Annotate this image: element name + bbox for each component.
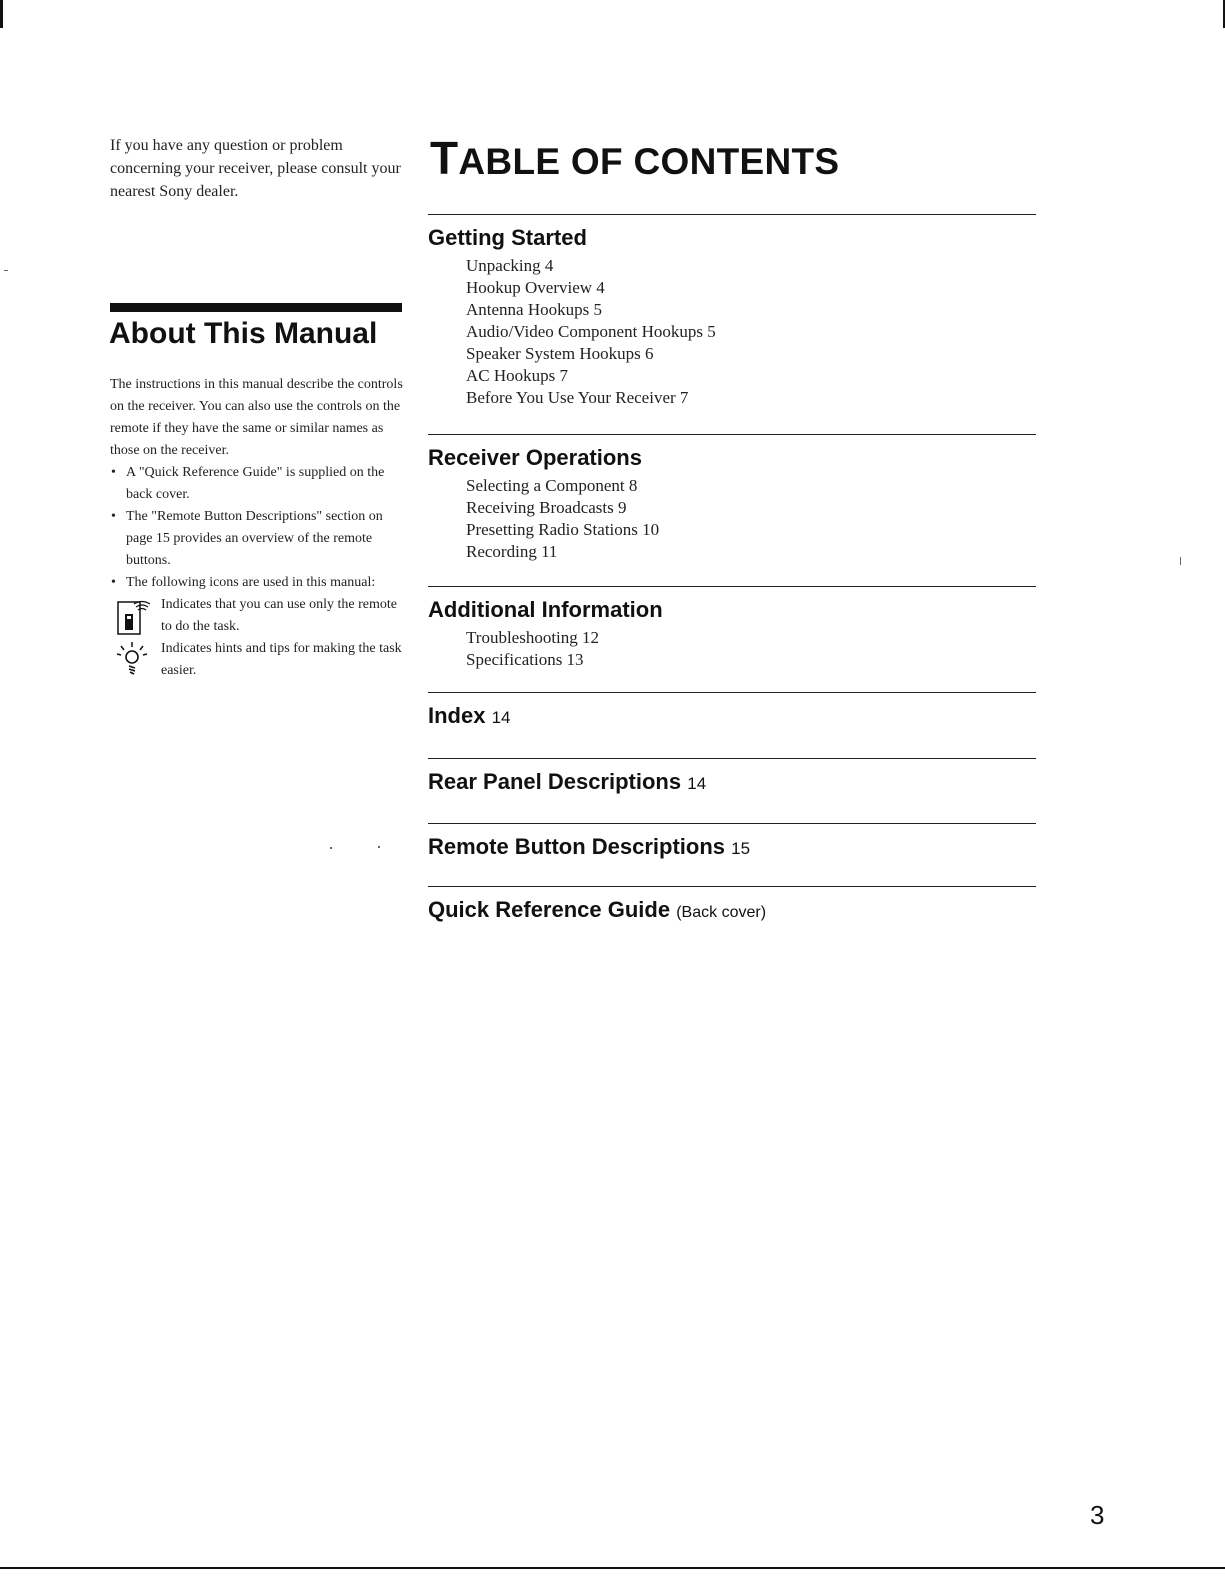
tips-icon-description: Indicates hints and tips for making the task easier. <box>161 641 402 678</box>
toc-item-list <box>428 627 1036 671</box>
section-rule <box>428 692 1036 693</box>
toc-item: Recording 11 <box>466 542 558 561</box>
about-bullet-list <box>110 462 410 594</box>
toc-item: Antenna Hookups 5 <box>466 300 602 319</box>
scan-speck <box>378 846 380 848</box>
toc-item: Specifications 13 <box>466 650 584 669</box>
toc-heading-text: Index <box>428 703 486 728</box>
toc-section-index <box>428 692 1036 735</box>
remote-icon <box>116 596 152 638</box>
toc-heading-text: Rear Panel Descriptions <box>428 769 682 794</box>
toc-item: AC Hookups 7 <box>466 366 569 385</box>
toc-heading-text: Quick Reference Guide <box>428 897 671 922</box>
toc-section-getting-started <box>428 214 1036 409</box>
section-rule <box>428 214 1036 215</box>
icon-legend-tips <box>110 638 410 682</box>
toc-title <box>430 133 839 187</box>
crop-mark-left <box>0 0 3 28</box>
section-rule <box>428 434 1036 435</box>
toc-item: Selecting a Component 8 <box>466 476 638 495</box>
section-rule <box>428 823 1036 824</box>
toc-item: Presetting Radio Stations 10 <box>466 520 660 539</box>
toc-item: Before You Use Your Receiver 7 <box>466 388 689 407</box>
about-manual-title: About This Manual <box>109 317 378 350</box>
toc-heading <box>428 895 1036 928</box>
scan-speck <box>330 847 332 849</box>
toc-note: (Back cover) <box>676 904 767 921</box>
toc-heading: Receiver Operations <box>428 445 642 470</box>
toc-item-list <box>428 255 1036 409</box>
page-bottom-edge <box>0 1567 1225 1569</box>
toc-heading <box>428 832 1036 864</box>
section-rule <box>428 586 1036 587</box>
toc-section-rear-panel <box>428 758 1036 801</box>
toc-heading: Additional Information <box>428 597 663 622</box>
toc-heading-text: Remote Button Descriptions <box>428 834 726 859</box>
section-rule <box>428 886 1036 887</box>
toc-item-list <box>428 475 1036 563</box>
list-item: • The following icons are used in this manual: <box>110 572 410 594</box>
section-divider-bar <box>110 303 402 312</box>
toc-page-number: 14 <box>687 774 707 793</box>
lightbulb-icon <box>116 640 152 682</box>
toc-section-remote-buttons <box>428 823 1036 866</box>
toc-item: Receiving Broadcasts 9 <box>466 498 627 517</box>
intro-text: If you have any question or problem concerning your receiver, please consult your nearest Sony dealer. <box>110 137 401 200</box>
toc-section-receiver-operations <box>428 434 1036 563</box>
remote-icon-description: Indicates that you can use only the remote to do the task. <box>161 597 397 634</box>
toc-heading: Getting Started <box>428 225 587 250</box>
toc-title-rest: ABLE OF CONTENTS <box>458 141 840 182</box>
toc-page-number: 14 <box>491 708 511 727</box>
about-manual-body <box>110 374 410 682</box>
toc-section-quick-reference <box>428 886 1036 930</box>
scan-speck <box>4 270 8 271</box>
toc-heading <box>428 701 1036 733</box>
toc-item: Speaker System Hookups 6 <box>466 344 654 363</box>
icon-legend-remote <box>110 594 410 638</box>
about-paragraph: The instructions in this manual describe the controls on the receiver. You can also use the controls on the remote if they have the same or similar names as those on the receiver. <box>110 377 403 458</box>
toc-item: Hookup Overview 4 <box>466 278 605 297</box>
list-item: • The "Remote Button Descriptions" section on page 15 provides an overview of the remote buttons. <box>110 506 410 572</box>
toc-section-additional-information <box>428 586 1036 671</box>
toc-item: Unpacking 4 <box>466 256 554 275</box>
toc-title-initial: T <box>430 132 459 184</box>
toc-item: Troubleshooting 12 <box>466 628 600 647</box>
toc-heading <box>428 767 1036 799</box>
toc-item: Audio/Video Component Hookups 5 <box>466 322 716 341</box>
toc-page-number: 15 <box>731 839 751 858</box>
section-rule <box>428 758 1036 759</box>
list-item: • A "Quick Reference Guide" is supplied on the back cover. <box>110 462 410 506</box>
page-number: 3 <box>1090 1500 1105 1530</box>
scan-speck <box>1180 557 1181 565</box>
